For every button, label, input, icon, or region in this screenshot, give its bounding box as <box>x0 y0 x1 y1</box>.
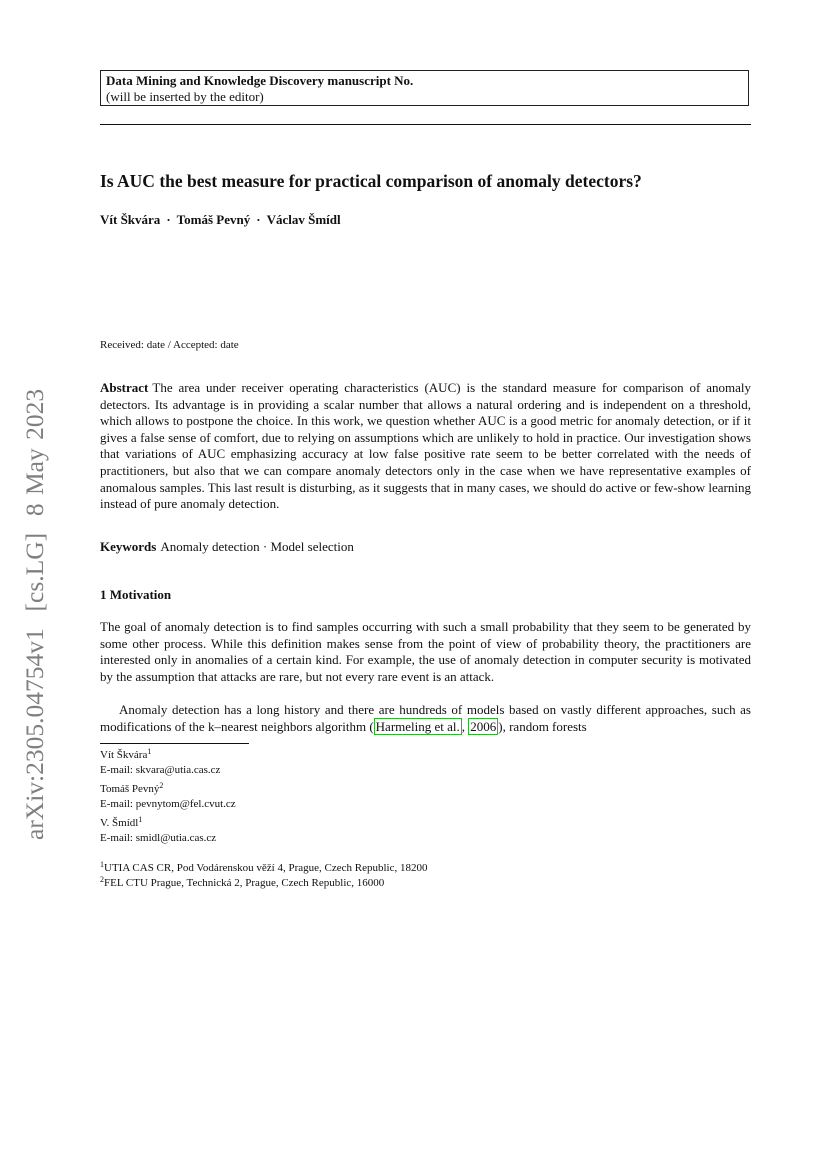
citation-link-author[interactable]: Harmeling et al. <box>375 718 460 734</box>
footnote-email: E-mail: skvara@utia.cas.cz <box>100 763 221 776</box>
section-heading: 1 Motivation <box>100 587 172 602</box>
footnote-email: E-mail: smidl@utia.cas.cz <box>100 831 217 844</box>
author-list <box>100 212 341 228</box>
author-name: Tomáš Pevný <box>176 212 251 227</box>
affiliation-addresses <box>100 861 427 890</box>
citation-separator: , <box>461 718 469 734</box>
author-footnotes <box>100 748 236 850</box>
author-name: Vít Škvára <box>100 212 161 227</box>
keywords-text: Anomaly detection · Model selection <box>160 539 354 554</box>
keywords-label: Keywords <box>100 539 157 554</box>
author-separator: · <box>166 212 171 227</box>
header-rule <box>100 124 751 125</box>
affiliation-mark: 1 <box>147 747 152 756</box>
paper-title: Is AUC the best measure for practical comparison of anomaly detectors? <box>100 171 642 191</box>
footnote-author: Tomáš Pevný$^2$ <box>100 781 164 795</box>
keywords <box>100 539 354 555</box>
author-footnote <box>100 782 236 811</box>
journal-name: Data Mining and Knowledge Discovery manuscript No. <box>106 73 414 88</box>
author-footnote <box>100 816 236 845</box>
arxiv-identifier-stamp: arXiv:2305.04754v1 [cs.LG] 8 May 2023 <box>20 388 49 840</box>
affiliation-mark: 1 <box>100 860 104 869</box>
affiliation-mark: 2 <box>100 874 104 884</box>
abstract <box>100 380 751 513</box>
affiliation-address: $^2$FEL CTU Prague, Technická 2, Prague, Czech Republic, 16000 <box>100 874 385 889</box>
body-paragraph: The goal of anomaly detection is to find samples occurring with such a small probability that they seem to be generated by some other process. While this definition makes sense from the point of view of probability theory, the practitioners are interested only in anomalies of a certain kind. For example, the use of anomaly detection in computer security is motivated by the assumption that attacks are rare, but not every rare event is an attack. <box>100 619 751 684</box>
affiliation-address: $^1$UTIA CAS CR, Pod Vodárenskou věží 4, Prague, Czech Republic, 18200 <box>100 860 428 874</box>
footnote-author: V. Šmídl$^1$ <box>100 815 143 829</box>
footnote-email: E-mail: pevnytom@fel.cvut.cz <box>100 797 236 810</box>
editor-note: (will be inserted by the editor) <box>106 89 264 104</box>
paragraph-text: ), random forests <box>498 718 587 734</box>
footnote-rule <box>100 743 249 744</box>
footnote-author: Vít Škvára$^1$ <box>100 747 152 761</box>
citation-link-year[interactable]: 2006 <box>470 718 497 734</box>
author-footnote <box>100 748 236 777</box>
abstract-label: Abstract <box>100 380 149 395</box>
body-paragraph <box>100 702 751 735</box>
affiliation-mark: 1 <box>138 815 143 824</box>
journal-header-box <box>100 70 749 106</box>
author-separator: · <box>256 212 261 227</box>
author-name: Václav Šmídl <box>266 212 341 227</box>
abstract-text: The area under receiver operating characteristics (AUC) is the standard measure for comparison of anomaly detectors. Its advantage is in providing a scalar number that allows a natural ordering and is independent on a threshold, which allows to postpone the choice. In this work, we question whether AUC is a good metric for anomaly detection, or if it gives a false sense of comfort, due to relying on assumptions which are unlikely to hold in practice. Our investigation shows that variations of AUC emphasizing accuracy at low false positive rate seem to be better correlated with the needs of practitioners, but also that we can compare anomaly detectors only in the case when we have representative examples of anomalous samples. This last result is disturbing, as it suggests that in many cases, we should do active or few-show learning instead of pure anomaly detection. <box>100 380 751 512</box>
paragraph-text: Anomaly detection has a long history and there are hundreds of models based on vastly different approaches, such as modifications of the k–nearest neighbors algorithm ( <box>100 702 751 734</box>
received-date: Received: date / Accepted: date <box>100 339 239 351</box>
affiliation-mark: 2 <box>159 781 164 790</box>
